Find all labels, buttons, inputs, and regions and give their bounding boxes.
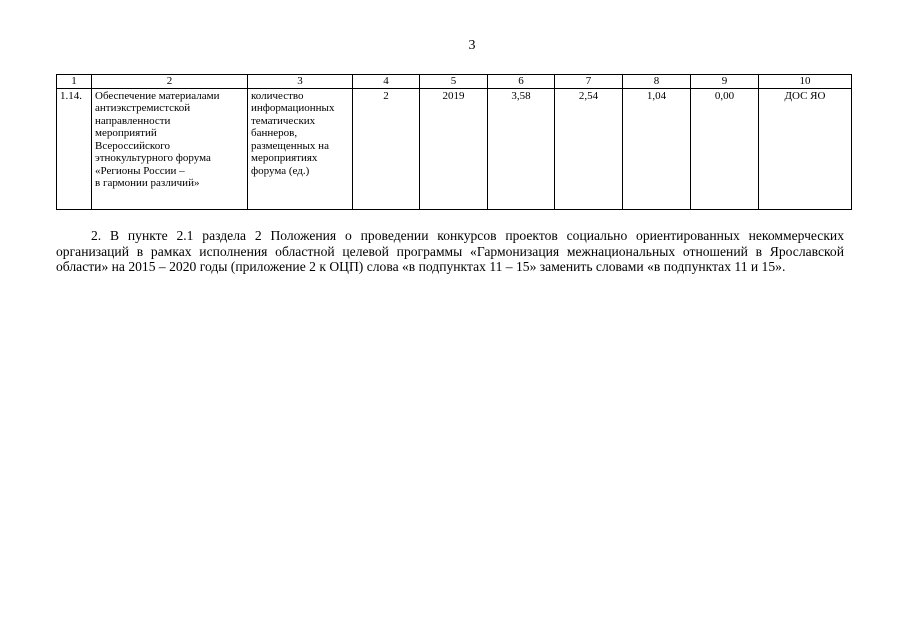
cell-col-5-year: 2019: [420, 88, 488, 209]
activity-line: направленности: [95, 114, 171, 127]
cell-activity-description: [92, 88, 248, 209]
activity-line: этнокультурного форума: [95, 152, 211, 164]
header-col-6: 6: [488, 75, 555, 89]
header-col-5: 5: [420, 75, 488, 89]
activity-line: Обеспечение материалами: [95, 89, 220, 102]
page-number: 3: [468, 38, 476, 53]
activity-line: мероприятий: [95, 127, 157, 139]
header-col-1: 1: [57, 75, 92, 89]
activity-line: «Регионы России –: [95, 164, 185, 177]
cell-col-6-value: 3,58: [488, 88, 555, 209]
header-col-8: 8: [623, 75, 691, 89]
activity-line: антиэкстремистской: [95, 102, 191, 114]
indicator-line: форума (ед.): [251, 164, 310, 177]
cell-col-8-value: 1,04: [623, 88, 691, 209]
indicator-line: размещенных на: [251, 139, 329, 152]
header-col-4: 4: [353, 75, 420, 89]
cell-col-4-value: 2: [353, 88, 420, 209]
header-col-9: 9: [691, 75, 759, 89]
cell-executor: ДОС ЯО: [759, 88, 852, 209]
amendment-paragraph: 2. В пункте 2.1 раздела 2 Положения о проведении конкурсов проектов социально ориентированных некоммерческих организаций в рамках исполнения областной целевой программы «Гармонизация межнациональных отношений в Ярославской области» на 2015 – 2020 годы (приложение 2 к ОЦП) слова «в подпунктах 11 – 15» заменить словами «в подпунктах 11 и 15».: [56, 228, 844, 274]
header-col-2: 2: [92, 75, 248, 89]
activity-line: в гармонии различий»: [95, 177, 200, 189]
cell-item-number: 1.14.: [57, 88, 92, 209]
indicator-line: мероприятиях: [251, 152, 318, 164]
header-col-7: 7: [555, 75, 623, 89]
activity-line: Всероссийского: [95, 139, 170, 152]
cell-col-7-value: 2,54: [555, 88, 623, 209]
indicator-line: тематических: [251, 114, 316, 127]
cell-col-9-value: 0,00: [691, 88, 759, 209]
header-col-10: 10: [759, 75, 852, 89]
header-col-3: 3: [248, 75, 353, 89]
table-header-row: [57, 75, 852, 89]
indicator-line: баннеров,: [251, 127, 298, 139]
program-table: [56, 74, 852, 210]
indicator-line: количество: [251, 89, 304, 102]
cell-indicator: [248, 88, 353, 209]
table-row: [57, 88, 852, 209]
indicator-line: информационных: [251, 102, 335, 114]
